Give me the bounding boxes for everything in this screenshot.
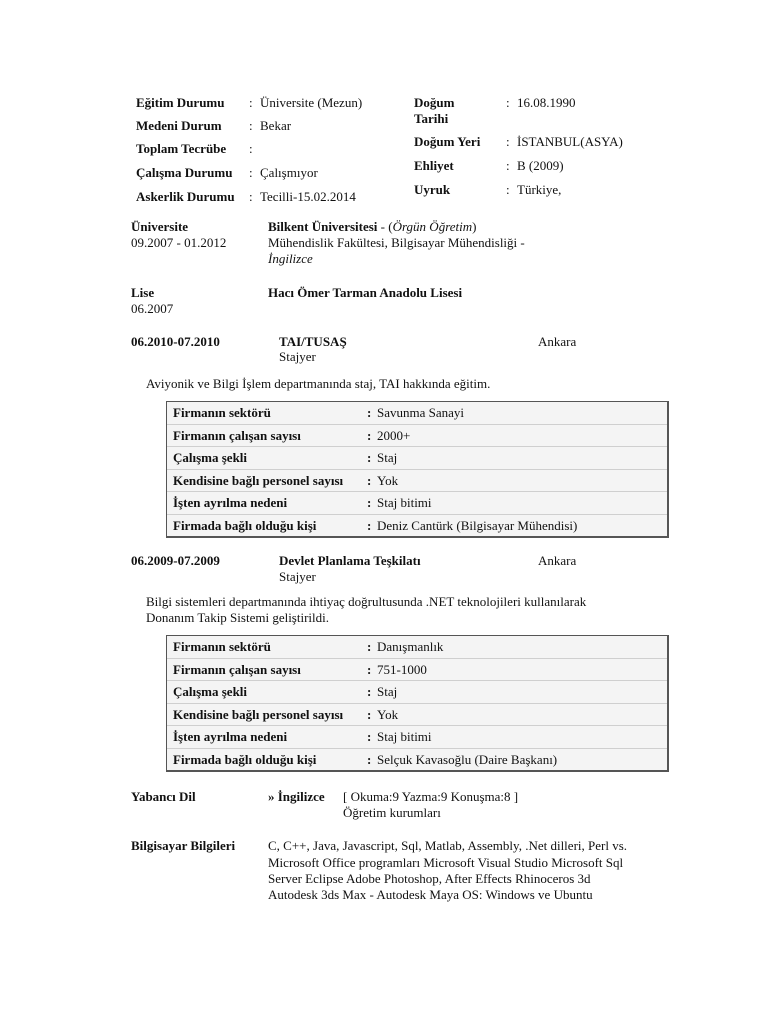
highschool-label: Lise [131,285,155,300]
table-row [167,749,667,771]
birth-date-label-line2: Tarihi [414,111,449,126]
table-row [167,447,667,470]
birth-date-value: 16.08.1990 [517,95,576,110]
table-row [167,425,667,448]
computer-skills-line: Autodesk 3ds Max - Autodesk Maya OS: Windows ve Ubuntu [268,887,593,902]
job-description-line2: Donanım Takip Sistemi geliştirildi. [146,610,330,625]
university-close-paren: ) [472,219,477,234]
university-school-line [268,219,477,235]
nationality-label: Uyruk [414,182,451,197]
colon: : [367,495,372,510]
job-city: Ankara [538,553,577,568]
birth-date-label: Doğum [414,95,455,110]
license-label: Ehliyet [414,158,454,173]
colon: : [249,165,253,180]
job-dates: 06.2009-07.2009 [131,553,220,568]
nationality-value: Türkiye, [517,182,562,197]
detail-label: Firmada bağlı olduğu kişi [173,517,317,533]
colon: : [249,95,253,110]
birth-place-value: İSTANBUL(ASYA) [517,134,623,149]
computer-skills-line: Server Eclipse Adobe Photoshop, After Effects Rhinoceros 3d [268,871,591,886]
detail-label: Firmanın sektörü [173,405,271,420]
job-details-table [166,401,669,538]
detail-value: Staj bitimi [377,495,432,510]
colon: : [367,405,372,420]
job-description: Bilgi sistemleri departmanında ihtiyaç doğrultusunda .NET teknolojileri kullanılarak [146,594,587,609]
detail-value: Yok [377,706,399,722]
detail-label: İşten ayrılma nedeni [173,495,288,510]
language-source: Öğretim kurumları [343,805,441,820]
job-details-table [166,635,669,772]
table-row [167,704,667,727]
detail-label: Kendisine bağlı personel sayısı [173,472,344,488]
languages-label: Yabancı Dil [131,789,196,804]
colon: : [367,706,372,722]
table-row [167,492,667,515]
computer-skills-label: Bilgisayar Bilgileri [131,838,236,853]
marital-status-value: Bekar [260,118,292,133]
education-status-label: Eğitim Durumu [136,95,225,110]
job-company: TAI/TUSAŞ [279,334,347,349]
highschool-name: Hacı Ömer Tarman Anadolu Lisesi [268,285,463,300]
table-row [167,402,667,425]
university-dates: 09.2007 - 01.2012 [131,235,227,250]
job-dates: 06.2010-07.2010 [131,334,220,349]
table-row [167,636,667,659]
detail-value: Staj bitimi [377,729,432,744]
computer-skills-line: C, C++, Java, Javascript, Sql, Matlab, Assembly, .Net dilleri, Perl vs. [268,838,628,853]
colon: : [506,134,510,149]
employment-status-value: Çalışmıyor [260,165,318,180]
university-separator: - ( [377,219,393,234]
marital-status-label: Medeni Durum [136,118,222,133]
colon: : [367,517,372,533]
job-role: Stajyer [279,349,316,364]
colon: : [367,450,372,465]
job-description: Aviyonik ve Bilgi İşlem departmanında staj, TAI hakkında eğitim. [146,376,491,391]
job-role: Stajyer [279,569,316,584]
detail-label: Firmanın çalışan sayısı [173,427,301,443]
university-name: Bilkent Üniversitesi [268,219,378,234]
job-company: Devlet Planlama Teşkilatı [279,553,421,568]
detail-label: Kendisine bağlı personel sayısı [173,706,344,722]
table-row [167,470,667,493]
detail-value: 2000+ [377,427,411,443]
detail-value: 751-1000 [377,661,427,677]
highschool-date: 06.2007 [131,301,174,316]
birth-place-label: Doğum Yeri [414,134,481,149]
detail-label: Çalışma şekli [173,450,248,465]
detail-value: Yok [377,472,399,488]
detail-value: Staj [377,450,398,465]
education-status-value: Üniversite (Mezun) [260,95,363,110]
computer-skills-line: Microsoft Office programları Microsoft Visual Studio Microsoft Sql [268,855,624,870]
colon: : [506,182,510,197]
detail-label: Firmada bağlı olduğu kişi [173,751,317,767]
table-row [167,726,667,749]
colon: : [367,729,372,744]
table-row [167,681,667,704]
university-label: Üniversite [131,219,189,234]
colon: : [249,141,253,156]
colon: : [367,684,372,699]
detail-label: Firmanın sektörü [173,639,271,654]
detail-value: Deniz Cantürk (Bilgisayar Mühendisi) [377,517,578,533]
detail-value: Danışmanlık [377,639,444,654]
military-status-label: Askerlik Durumu [136,189,235,204]
detail-value: Savunma Sanayi [377,405,465,420]
colon: : [367,751,372,767]
colon: : [506,158,510,173]
employment-status-label: Çalışma Durumu [136,165,233,180]
colon: : [367,661,372,677]
detail-value: Selçuk Kavasoğlu (Daire Başkanı) [377,751,558,767]
colon: : [249,118,253,133]
detail-label: İşten ayrılma nedeni [173,729,288,744]
language-name: » İngilizce [268,789,325,804]
university-department: Mühendislik Fakültesi, Bilgisayar Mühendisliği - [268,235,525,250]
colon: : [249,189,253,204]
detail-value: Staj [377,684,398,699]
military-status-value: Tecilli-15.02.2014 [260,189,356,204]
language-scores: [ Okuma:9 Yazma:9 Konuşma:8 ] [343,789,519,804]
university-language: İngilizce [268,251,313,266]
job-city: Ankara [538,334,577,349]
colon: : [367,639,372,654]
colon: : [367,427,372,443]
detail-label: Firmanın çalışan sayısı [173,661,301,677]
university-education-type: Örgün Öğretim [392,219,473,234]
license-value: B (2009) [517,158,564,173]
table-row [167,515,667,537]
table-row [167,659,667,682]
colon: : [506,95,510,110]
total-experience-label: Toplam Tecrübe [136,141,227,156]
detail-label: Çalışma şekli [173,684,248,699]
colon: : [367,472,372,488]
